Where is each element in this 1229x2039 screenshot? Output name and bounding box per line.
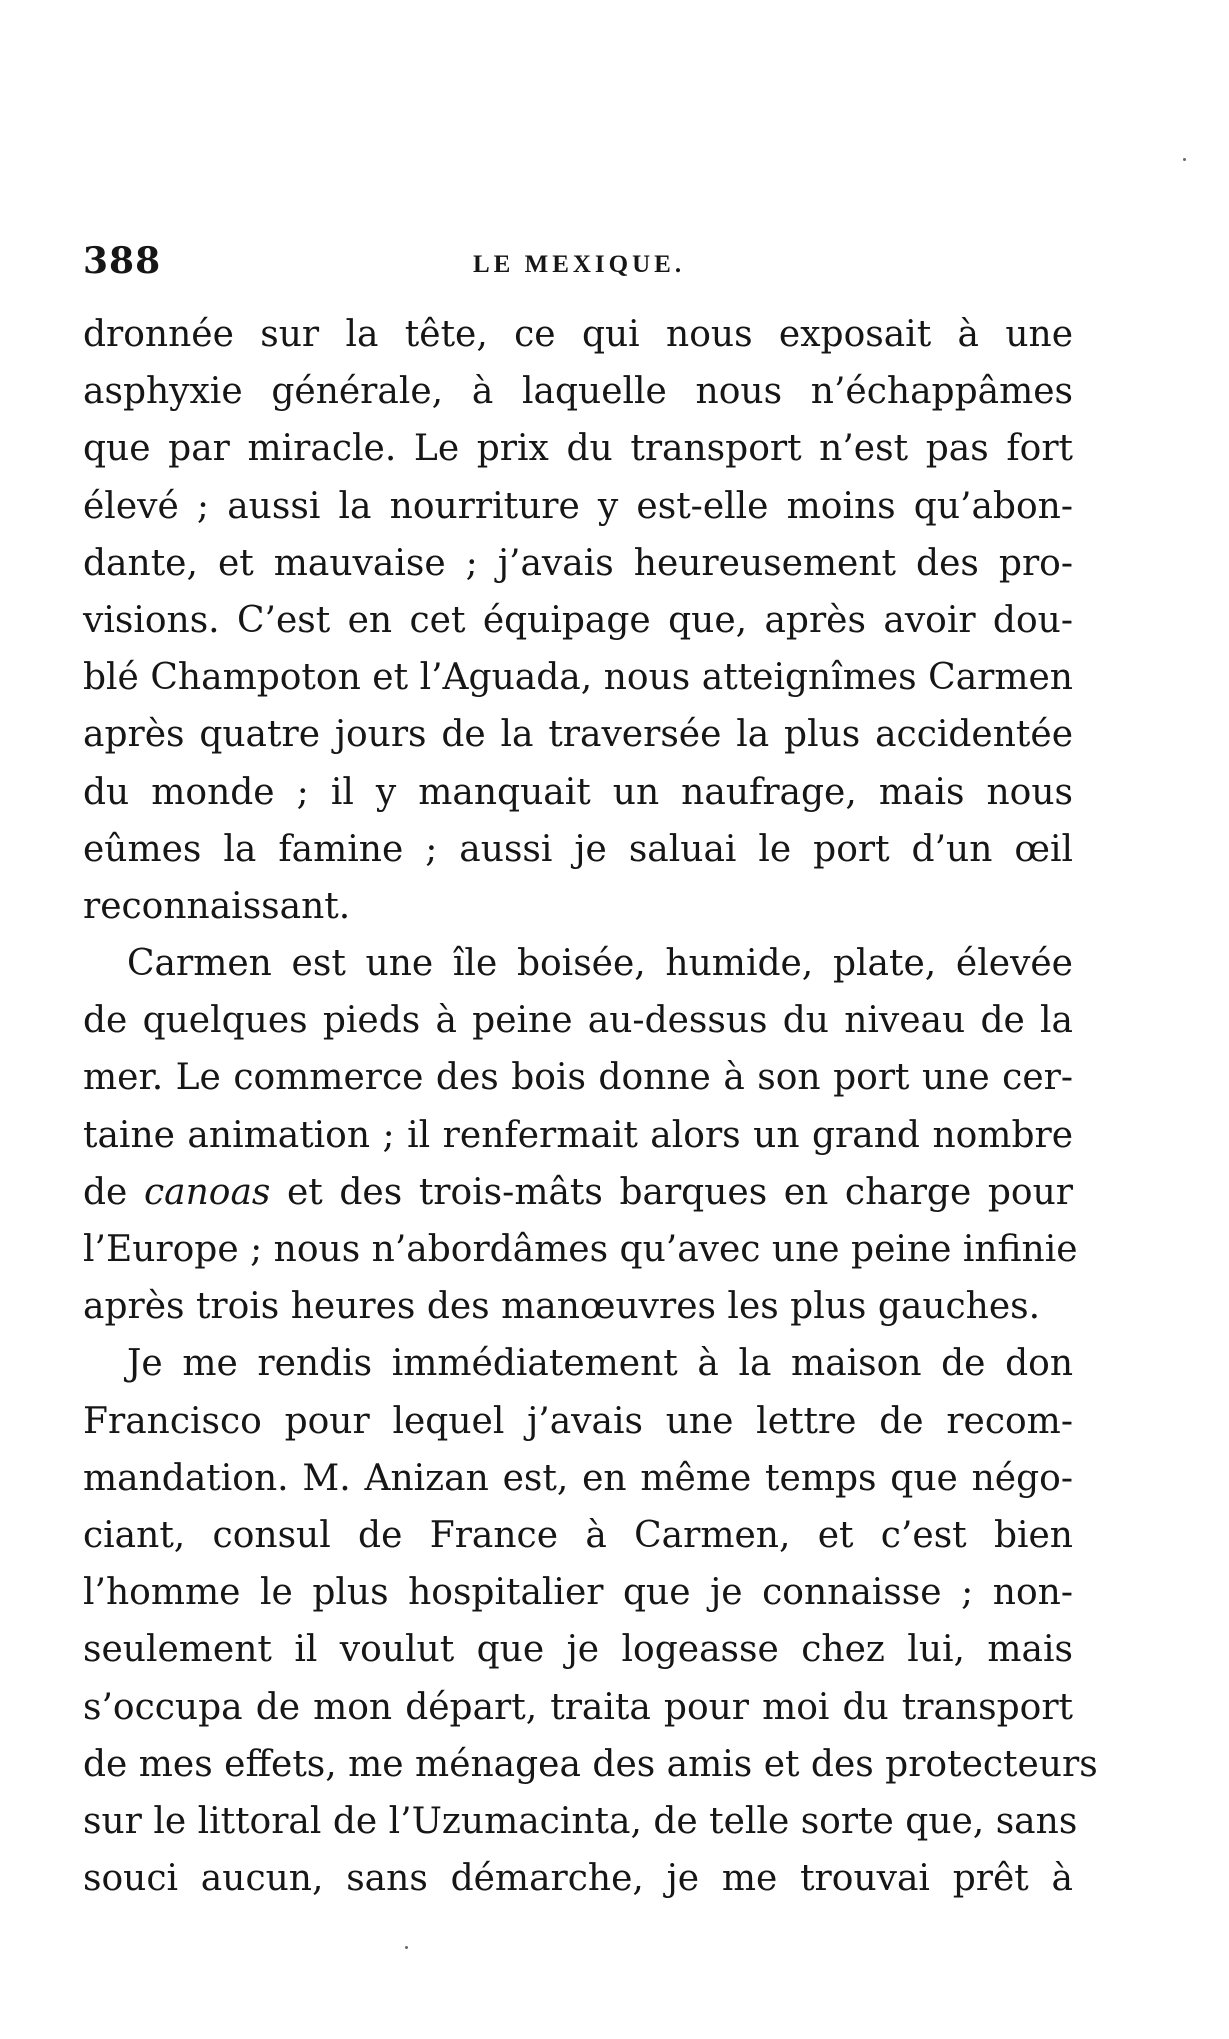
page-header [83, 240, 1073, 290]
text-line: élevé ; aussi la nourriture y est-elle moins qu’abon- [83, 485, 1073, 527]
page-number: 388 [83, 240, 162, 282]
text-line: dante, et mauvaise ; j’avais heureusement des pro- [83, 542, 1073, 584]
text-line: sur le littoral de l’Uzumacinta, de telle sorte que, sans [83, 1800, 1078, 1842]
text-line: de mes effets, me ménagea des amis et des protecteurs [83, 1743, 1098, 1785]
text-line: asphyxie générale, à laquelle nous n’échappâmes [83, 371, 1073, 413]
text-line: après quatre jours de la traversée la plus accidentée [83, 714, 1073, 756]
paragraph-1 [83, 306, 1073, 935]
text-line: du monde ; il y manquait un naufrage, mais nous [83, 771, 1073, 813]
paragraph-3 [83, 1335, 1098, 1907]
page-speck-bottom [405, 1946, 408, 1949]
text-line: l’Europe ; nous n’abordâmes qu’avec une peine infinie [83, 1229, 1078, 1270]
text-line: mer. Le commerce des bois donne à son port une cer- [83, 1057, 1073, 1099]
text-line: blé Champoton et l’Aguada, nous atteignîmes Carmen [83, 657, 1073, 699]
text-line: que par miracle. Le prix du transport n’est pas fort [83, 428, 1073, 470]
text-line: taine animation ; il renfermait alors un grand nombre [83, 1114, 1073, 1156]
paragraph-2 [83, 935, 1078, 1335]
text-line: après trois heures des manœuvres les plus gauches. [83, 1286, 1041, 1328]
body-text [83, 306, 1098, 1907]
line-text-after: et des trois-mâts barques en charge pour [270, 1171, 1073, 1213]
running-title: LE MEXIQUE. [473, 251, 686, 278]
text-line: eûmes la famine ; aussi je saluai le port d’un œil [83, 828, 1073, 870]
text-line: s’occupa de mon départ, traita pour moi du transport [83, 1686, 1073, 1728]
text-line: Carmen est une île boisée, humide, plate, élevée [127, 943, 1073, 985]
page-speck-top-right [1183, 158, 1186, 161]
text-line: visions. C’est en cet équipage que, après avoir dou- [83, 599, 1073, 641]
text-line: souci aucun, sans démarche, je me trouvai prêt à [83, 1858, 1073, 1900]
text-line: de quelques pieds à peine au-dessus du niveau de la [83, 1000, 1073, 1042]
text-line: ciant, consul de France à Carmen, et c’est bien [83, 1514, 1073, 1556]
line-text-before: de [83, 1171, 144, 1213]
text-line: l’homme le plus hospitalier que je connaisse ; non- [83, 1572, 1073, 1614]
text-line: Je me rendis immédiatement à la maison de don [127, 1343, 1073, 1385]
text-line-with-italic [83, 1164, 1073, 1221]
text-line: reconnaissant. [83, 885, 351, 927]
text-line: seulement il voulut que je logeasse chez lui, mais [83, 1629, 1073, 1671]
italic-word: canoas [143, 1171, 271, 1213]
text-line: dronnée sur la tête, ce qui nous exposait à une [83, 314, 1073, 355]
text-line: Francisco pour lequel j’avais une lettre de recom- [83, 1400, 1073, 1442]
text-line: mandation. M. Anizan est, en même temps que négo- [83, 1457, 1073, 1499]
